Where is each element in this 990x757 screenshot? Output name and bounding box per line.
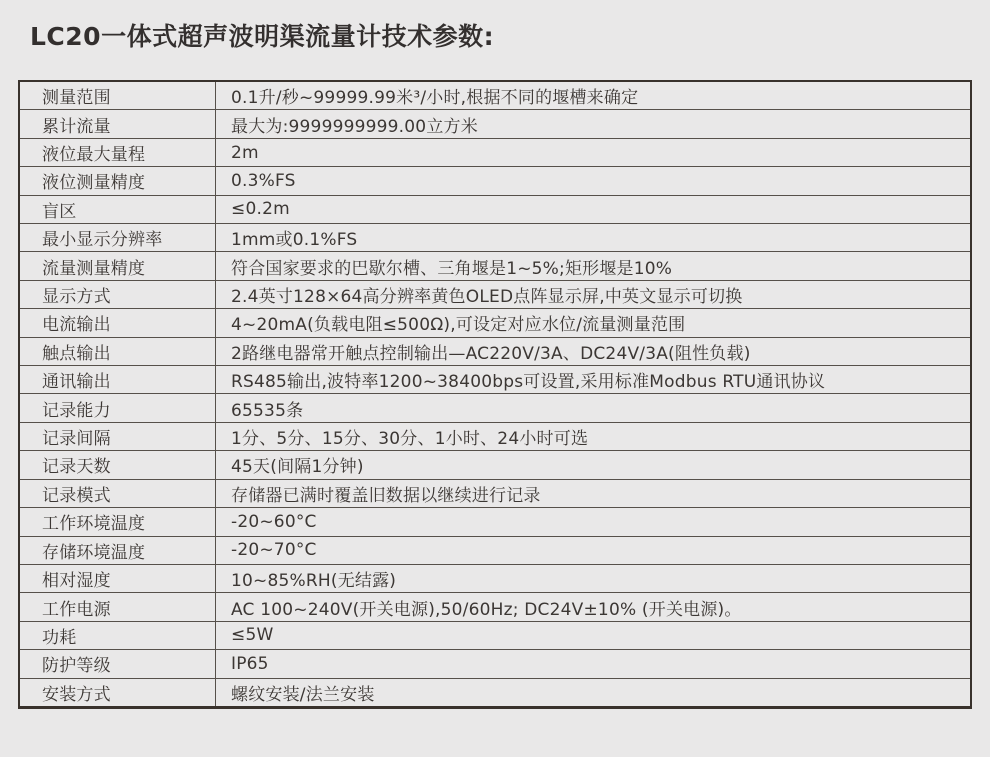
table-row <box>20 450 970 478</box>
table-row <box>20 138 970 166</box>
param-value-cell: 4~20mA(负载电阻≤500Ω),可设定对应水位/流量测量范围 <box>231 315 686 336</box>
param-value-cell: ≤5W <box>231 625 274 646</box>
param-name-cell: 工作环境温度 <box>20 508 216 535</box>
param-name-cell: 记录模式 <box>20 480 216 507</box>
param-value-cell: 2.4英寸128×64高分辨率黄色OLED点阵显示屏,中英文显示可切换 <box>231 287 743 308</box>
table-row <box>20 507 970 535</box>
param-name-cell: 记录天数 <box>20 451 216 478</box>
param-name-cell: 存储环境温度 <box>20 537 216 564</box>
table-row <box>20 678 970 706</box>
param-name-cell: 安装方式 <box>20 679 216 706</box>
spec-table <box>18 80 972 709</box>
param-name-cell: 显示方式 <box>20 281 216 308</box>
param-value-cell: 符合国家要求的巴歇尔槽、三角堰是1~5%;矩形堰是10% <box>231 258 673 279</box>
param-name-cell: 液位最大量程 <box>20 139 216 166</box>
param-value-cell: ≤0.2m <box>231 199 290 220</box>
param-name-cell: 功耗 <box>20 622 216 649</box>
param-name-cell: 记录能力 <box>20 394 216 421</box>
param-name-cell: 触点输出 <box>20 338 216 365</box>
param-value-cell: 存储器已满时覆盖旧数据以继续进行记录 <box>231 485 541 506</box>
table-row <box>20 308 970 336</box>
param-name-cell: 测量范围 <box>20 82 216 109</box>
param-value-cell: 螺纹安装/法兰安装 <box>231 684 375 705</box>
page-title: LC20一体式超声波明渠流量计技术参数: <box>30 22 495 51</box>
param-value-cell: 0.1升/秒~99999.99米³/小时,根据不同的堰槽来确定 <box>231 88 639 109</box>
table-row <box>20 337 970 365</box>
param-name-cell: 工作电源 <box>20 593 216 620</box>
table-row <box>20 251 970 279</box>
param-name-cell: 电流输出 <box>20 309 216 336</box>
param-value-cell: AC 100~240V(开关电源),50/60Hz; DC24V±10% (开关电源)。 <box>231 599 742 620</box>
param-value-cell: 45天(间隔1分钟) <box>231 457 364 478</box>
table-row <box>20 195 970 223</box>
param-name-cell: 流量测量精度 <box>20 252 216 279</box>
table-row <box>20 280 970 308</box>
param-name-cell: 盲区 <box>20 196 216 223</box>
table-row <box>20 564 970 592</box>
table-row <box>20 82 970 109</box>
table-row <box>20 536 970 564</box>
table-row <box>20 223 970 251</box>
param-name-cell: 相对湿度 <box>20 565 216 592</box>
table-row <box>20 649 970 677</box>
table-row <box>20 621 970 649</box>
param-value-cell: -20~70°C <box>231 540 317 561</box>
param-value-cell: 1mm或0.1%FS <box>231 230 358 251</box>
table-row <box>20 422 970 450</box>
param-value-cell: IP65 <box>231 653 269 674</box>
table-row <box>20 365 970 393</box>
param-value-cell: 1分、5分、15分、30分、1小时、24小时可选 <box>231 429 589 450</box>
param-name-cell: 记录间隔 <box>20 423 216 450</box>
param-value-cell: 最大为:9999999999.00立方米 <box>231 116 478 137</box>
param-value-cell: 65535条 <box>231 400 304 421</box>
param-value-cell: 2m <box>231 142 259 163</box>
param-name-cell: 通讯输出 <box>20 366 216 393</box>
table-row <box>20 393 970 421</box>
param-value-cell: RS485输出,波特率1200~38400bps可设置,采用标准Modbus RTU通讯协议 <box>231 372 826 393</box>
param-name-cell: 累计流量 <box>20 110 216 137</box>
table-row <box>20 592 970 620</box>
param-name-cell: 液位测量精度 <box>20 167 216 194</box>
param-name-cell: 最小显示分辨率 <box>20 224 216 251</box>
param-value-cell: 0.3%FS <box>231 170 296 191</box>
table-row <box>20 166 970 194</box>
param-value-cell: 10~85%RH(无结露) <box>231 571 397 592</box>
param-value-cell: -20~60°C <box>231 511 317 532</box>
param-name-cell: 防护等级 <box>20 650 216 677</box>
param-value-cell: 2路继电器常开触点控制输出—AC220V/3A、DC24V/3A(阻性负载) <box>231 343 751 364</box>
table-row <box>20 109 970 137</box>
table-row <box>20 479 970 507</box>
